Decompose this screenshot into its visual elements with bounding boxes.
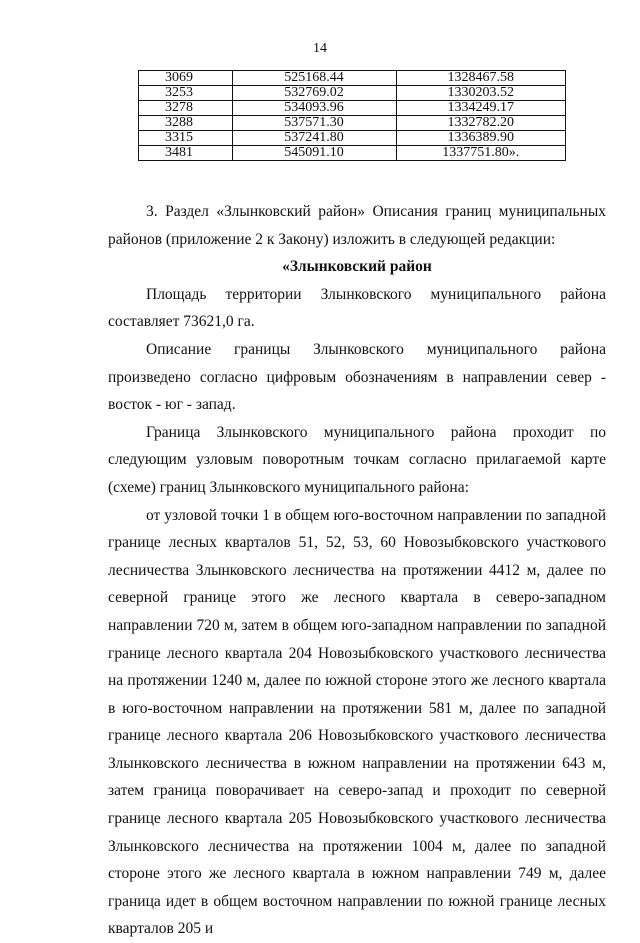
boundary-route-paragraph: от узловой точки 1 в общем юго-восточном направлении по западной границе лесных кварталов 51, 52, 53, 60 Новозыбковского участкового лесничества Злынковского лесничества на протяжении 4412 м, далее по северной границе этого же лесного квартала в северо-западном направлении 720 м, затем в общем юго-западном направлении по западной границе лесного квартала 204 Новозыбковского участкового лесничества на протяжении 1240 м, далее по южной стороне этого же лесного квартала в юго-восточном направлении на протяжении 581 м, далее по западной границе лесного квартала 206 Новозыбковского участкового лесничества Злынковского лесничества в южном направлении на протяжении 643 м, затем граница поворачивает на северо-запад и проходит по северной границе лесного квартала 205 Новозыбковского участкового лесничества Злынковского лесничества на протяжении 1004 м, далее по западной стороне этого же лесного квартала в южном направлении 749 м, далее граница идет в общем восточном направлении по южной границе лесных кварталов 205 и — [108, 506, 606, 938]
table-cell-x: 532769.02 — [232, 86, 396, 101]
table-cell-y: 1332782.20 — [396, 116, 566, 131]
boundary-points-paragraph: Граница Злынковского муниципального района проходит по следующим узловым поворотным точкам согласно прилагаемой карте (схеме) границ Злынковского муниципального района: — [108, 423, 606, 496]
table-cell-x: 537241.80 — [232, 131, 396, 146]
table-cell-x: 534093.96 — [232, 101, 396, 116]
table-cell-point: 3069 — [139, 71, 233, 86]
table-cell-y: 1330203.52 — [396, 86, 566, 101]
table-cell-x: 545091.10 — [232, 146, 396, 161]
table-cell-x: 537571.30 — [232, 116, 396, 131]
page-number: 14 — [313, 41, 327, 56]
coordinates-table-body — [139, 71, 566, 161]
table-cell-x: 525168.44 — [232, 71, 396, 86]
document-body — [108, 198, 606, 943]
section-3-paragraph: 3. Раздел «Злынковский район» Описания границ муниципальных районов (приложение 2 к Закону) изложить в следующей редакции: — [108, 203, 606, 248]
table-cell-y: 1336389.90 — [396, 131, 566, 146]
table-cell-y: 1328467.58 — [396, 71, 566, 86]
table-cell-y: 1337751.80». — [396, 146, 566, 161]
district-heading: «Злынковский район — [282, 258, 432, 276]
coordinates-table — [138, 70, 566, 161]
description-paragraph: Описание границы Злынковского муниципального района произведено согласно цифровым обозначениям в направлении север - восток - юг - запад. — [108, 340, 606, 414]
table-cell-point: 3278 — [139, 101, 233, 116]
table-cell-point: 3481 — [139, 146, 233, 161]
table-cell-point: 3288 — [139, 116, 233, 131]
table-row — [139, 146, 566, 161]
table-row — [139, 131, 566, 146]
table-row — [139, 86, 566, 101]
table-cell-point: 3315 — [139, 131, 233, 146]
area-paragraph: Площадь территории Злынковского муниципального района составляет 73621,0 га. — [108, 285, 606, 331]
table-row — [139, 71, 566, 86]
table-cell-y: 1334249.17 — [396, 101, 566, 116]
table-cell-point: 3253 — [139, 86, 233, 101]
table-row — [139, 116, 566, 131]
table-row — [139, 101, 566, 116]
